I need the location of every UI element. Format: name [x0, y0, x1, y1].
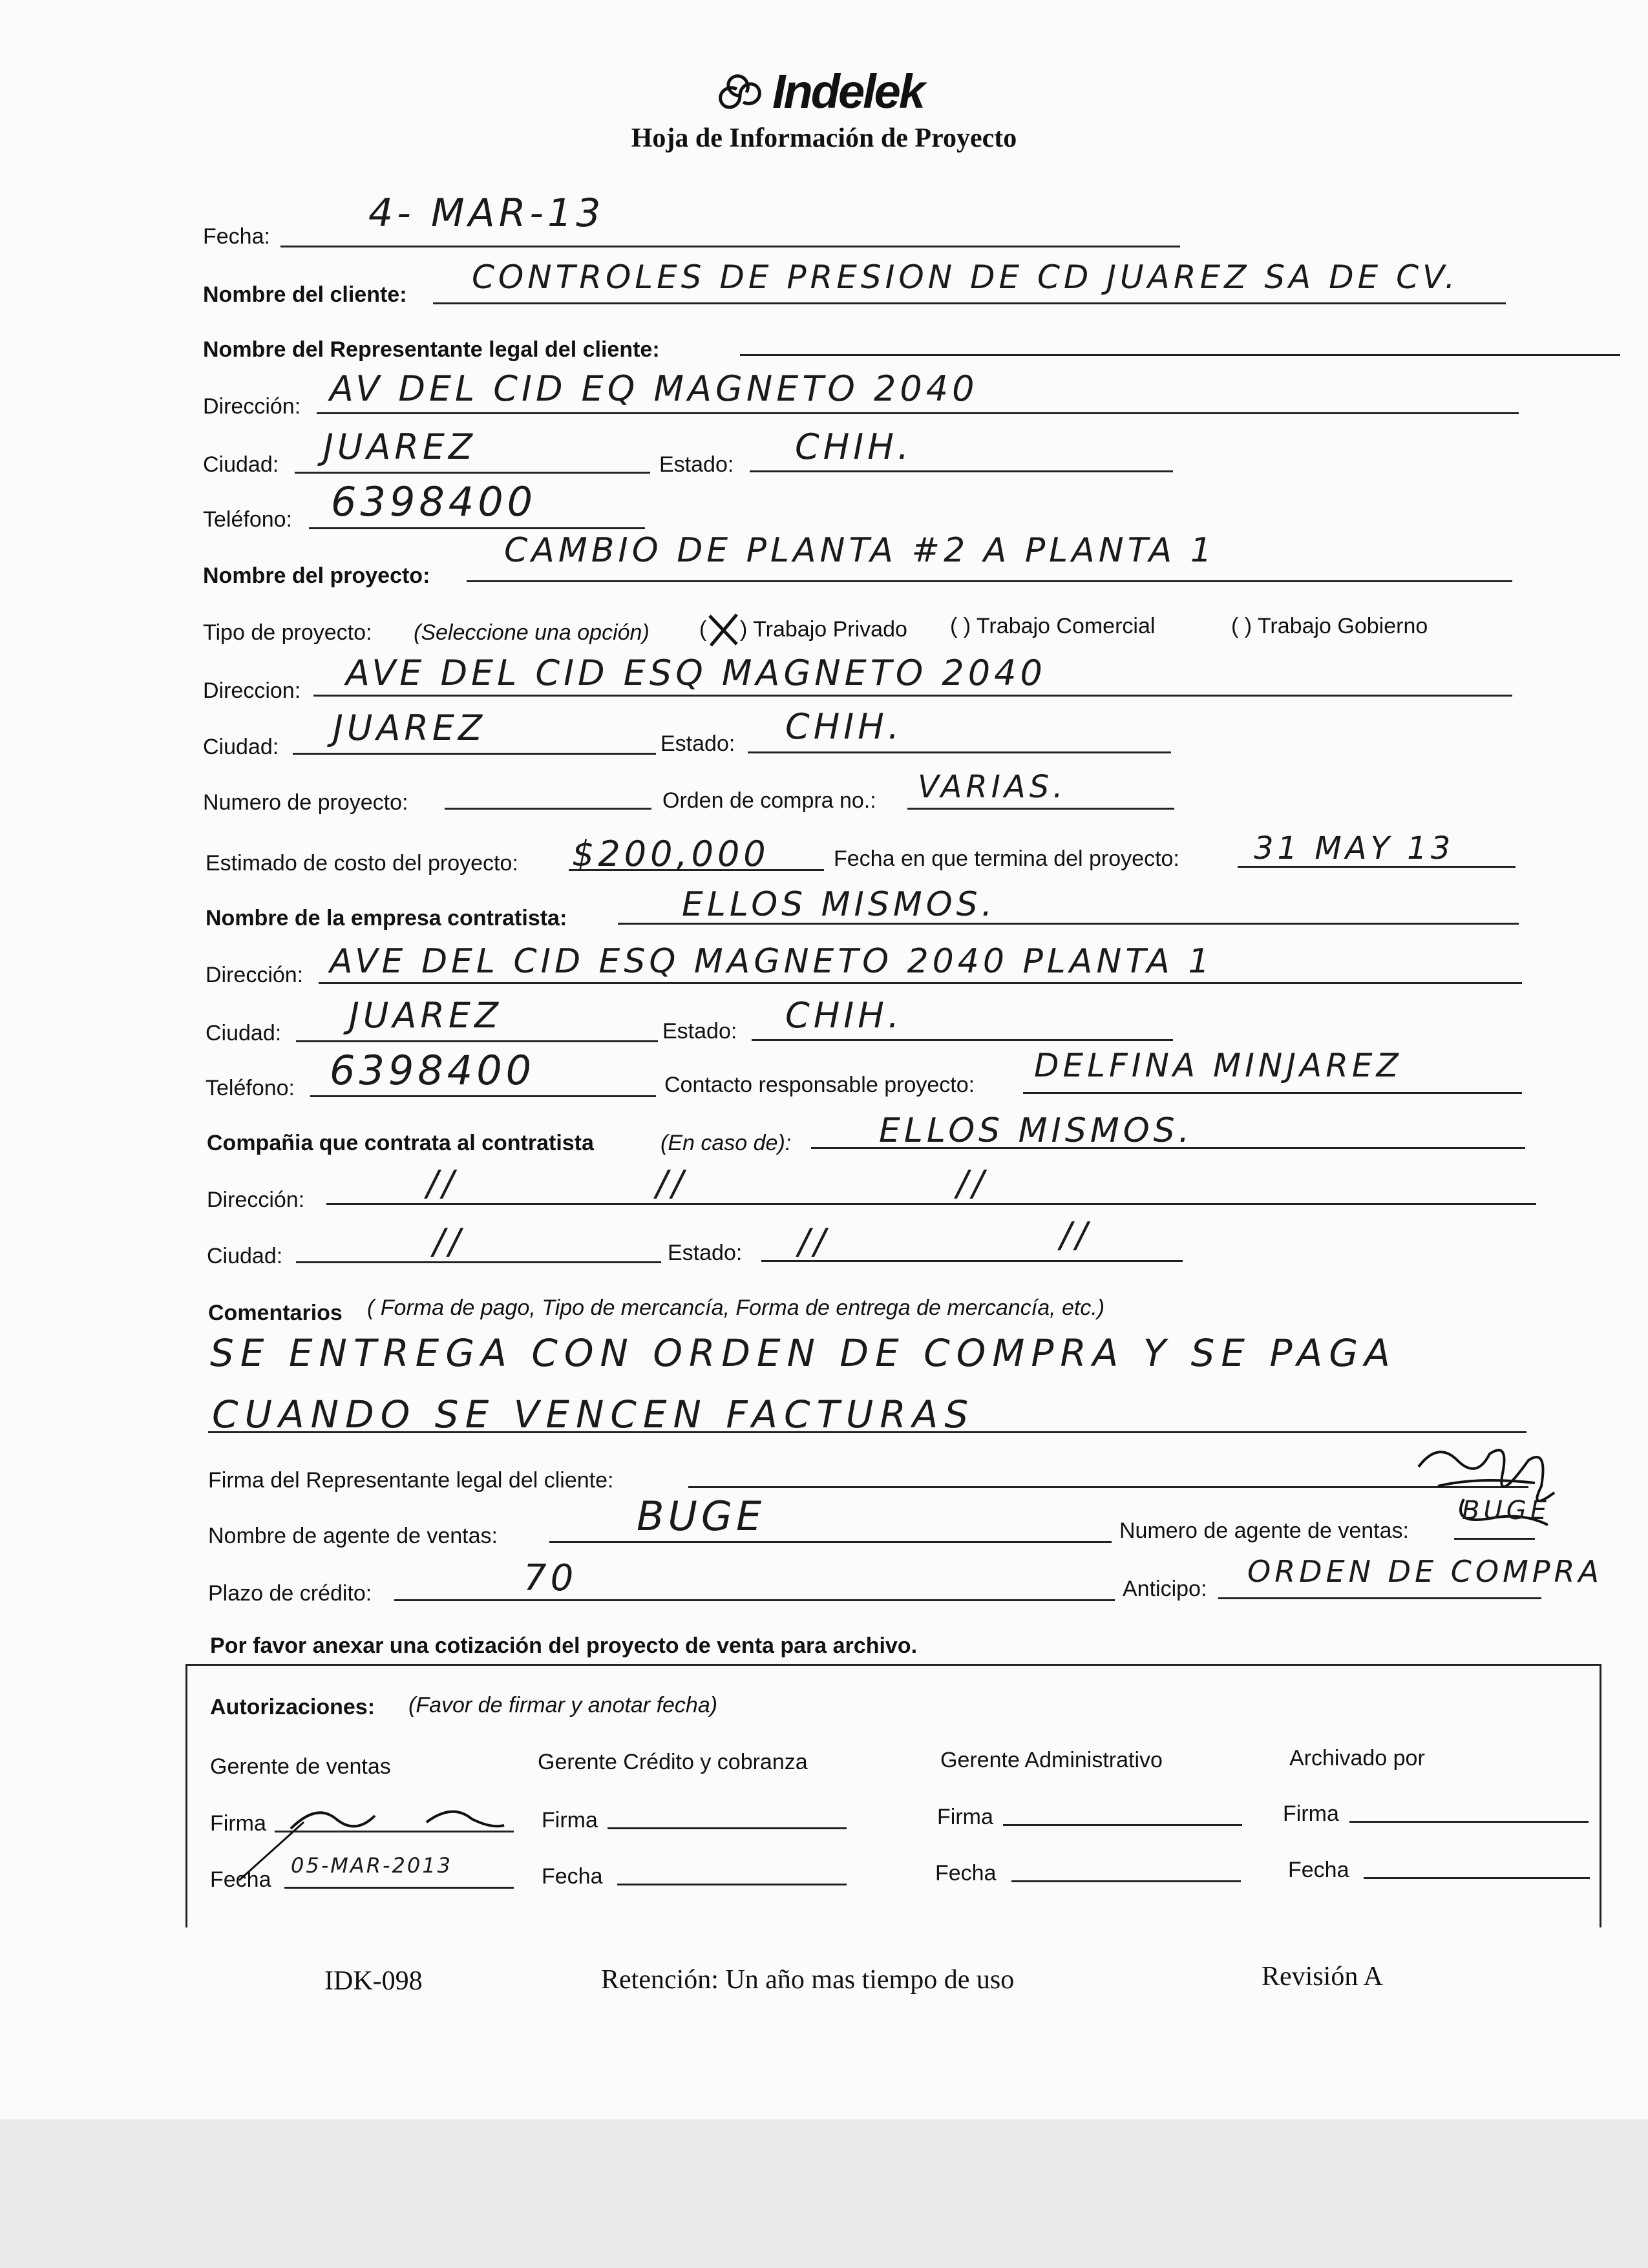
- direccion3-label: Dirección:: [206, 963, 304, 987]
- direccion3-line: [319, 982, 1522, 984]
- agente-value: BUGE: [637, 1493, 766, 1540]
- checkbox-trabajo-privado[interactable]: ) Trabajo Privado: [740, 617, 907, 642]
- revision: Revisión A: [1262, 1962, 1383, 1991]
- telefono3-value: 6398400: [330, 1047, 536, 1094]
- fecha-line-3: [1011, 1880, 1241, 1882]
- estimado-value: $200,000: [572, 834, 770, 874]
- fecha-label-2: Fecha: [542, 1864, 603, 1889]
- estado4-label: Estado:: [668, 1241, 743, 1265]
- ciudad3-label: Ciudad:: [206, 1021, 282, 1045]
- estado2-value: CHIH.: [785, 706, 903, 747]
- compania-label: Compañia que contrata al contratista: [207, 1131, 594, 1155]
- orden-compra-value: VARIAS.: [918, 769, 1067, 805]
- fecha-label: Fecha:: [203, 224, 270, 249]
- contratista-label: Nombre de la empresa contratista:: [206, 906, 567, 930]
- fecha-label-4: Fecha: [1288, 1858, 1349, 1882]
- orden-compra-line: [907, 808, 1174, 810]
- telefono-line: [309, 527, 645, 529]
- firma-label-1: Firma: [210, 1811, 266, 1836]
- x-mark-icon: [704, 611, 743, 649]
- ciudad-line: [295, 472, 650, 474]
- swirl-logo-icon: [711, 67, 769, 125]
- contacto-value: DELFINA MINJAREZ: [1034, 1047, 1402, 1084]
- num-agente-label: Numero de agente de ventas:: [1119, 1518, 1409, 1543]
- firma-line-3: [1003, 1824, 1242, 1826]
- firma-line-4: [1349, 1821, 1589, 1823]
- estado-value: CHIH.: [795, 426, 913, 467]
- ciudad2-label: Ciudad:: [203, 735, 279, 759]
- ditto-mark-4: //: [433, 1221, 465, 1262]
- fecha-line-1: [284, 1887, 514, 1889]
- estado-label: Estado:: [659, 452, 734, 477]
- tipo-hint: (Seleccione una opción): [414, 620, 650, 645]
- plazo-line: [394, 1599, 1115, 1601]
- agente-line: [549, 1541, 1112, 1543]
- ciudad-value: JUAREZ: [323, 426, 477, 467]
- estado-line: [750, 470, 1173, 472]
- proyecto-value: CAMBIO DE PLANTA #2 A PLANTA 1: [504, 531, 1216, 570]
- ciudad4-line: [296, 1261, 661, 1263]
- fecha-label-3: Fecha: [935, 1861, 997, 1885]
- contacto-line: [1023, 1092, 1522, 1094]
- fecha-label-1: Fecha: [210, 1867, 271, 1892]
- comentarios-line-1: SE ENTREGA CON ORDEN DE COMPRA Y SE PAGA: [210, 1331, 1397, 1375]
- col-archivado-por: Archivado por: [1289, 1746, 1425, 1770]
- ditto-mark-2: //: [656, 1163, 688, 1204]
- sales-manager-signature-icon: [278, 1790, 517, 1848]
- telefono3-label: Teléfono:: [206, 1076, 295, 1100]
- fecha-line: [280, 246, 1180, 247]
- comentarios-label: Comentarios: [208, 1301, 343, 1325]
- ditto-mark-3: //: [956, 1163, 988, 1204]
- numero-proyecto-label: Numero de proyecto:: [203, 790, 408, 815]
- anticipo-value: ORDEN DE COMPRA: [1247, 1554, 1603, 1589]
- contacto-label: Contacto responsable proyecto:: [664, 1073, 975, 1097]
- anexar-note: Por favor anexar una cotización del proyecto de venta para archivo.: [210, 1633, 918, 1658]
- proyecto-line: [467, 580, 1512, 582]
- ciudad2-line: [293, 753, 656, 755]
- estado3-line: [752, 1039, 1173, 1041]
- tipo-label: Tipo de proyecto:: [203, 620, 372, 645]
- firma-label-4: Firma: [1283, 1801, 1339, 1826]
- ciudad3-value: JUAREZ: [349, 995, 503, 1036]
- comentarios-line-2: CUANDO SE VENCEN FACTURAS: [212, 1392, 975, 1436]
- col-gerente-credito: Gerente Crédito y cobranza: [538, 1750, 808, 1774]
- direccion3-value: AVE DEL CID ESQ MAGNETO 2040 PLANTA 1: [330, 942, 1214, 981]
- fecha-termina-label: Fecha en que termina del proyecto:: [834, 846, 1179, 871]
- fecha-line-4: [1364, 1877, 1590, 1879]
- checkbox-trabajo-gobierno[interactable]: ( ) Trabajo Gobierno: [1231, 614, 1428, 638]
- autorizaciones-hint: (Favor de firmar y anotar fecha): [408, 1693, 718, 1717]
- direccion4-line: [326, 1203, 1536, 1205]
- contratista-value: ELLOS MISMOS.: [682, 885, 997, 924]
- ciudad3-line: [296, 1040, 658, 1042]
- direccion-value: AV DEL CID EQ MAGNETO 2040: [330, 368, 978, 409]
- ciudad-label: Ciudad:: [203, 452, 279, 477]
- comentarios-hint: ( Forma de pago, Tipo de mercancía, Forma de entrega de mercancía, etc.): [367, 1296, 1105, 1320]
- anticipo-line: [1218, 1597, 1541, 1599]
- direccion4-label: Dirección:: [207, 1188, 305, 1212]
- num-agente-value: BUGE: [1462, 1496, 1550, 1526]
- autorizaciones-title: Autorizaciones:: [210, 1695, 375, 1719]
- form-code: IDK-098: [324, 1966, 423, 1996]
- firma-rep-label: Firma del Representante legal del cliente:: [208, 1468, 614, 1493]
- ciudad2-value: JUAREZ: [333, 708, 487, 748]
- comentarios-rule: [208, 1431, 1527, 1433]
- proyecto-label: Nombre del proyecto:: [203, 563, 430, 588]
- num-agente-line: [1454, 1538, 1535, 1540]
- firma-label-3: Firma: [937, 1805, 993, 1829]
- ciudad4-label: Ciudad:: [207, 1244, 283, 1268]
- compania-hint: (En caso de):: [660, 1131, 792, 1155]
- direccion-line: [317, 412, 1519, 414]
- estado2-line: [748, 751, 1171, 753]
- estado3-label: Estado:: [662, 1019, 737, 1044]
- orden-compra-label: Orden de compra no.:: [662, 788, 876, 813]
- ditto-mark-1: //: [427, 1163, 458, 1204]
- col-gerente-ventas: Gerente de ventas: [210, 1754, 391, 1779]
- cliente-label: Nombre del cliente:: [203, 282, 407, 307]
- logo-text: Indelek: [772, 65, 924, 118]
- cliente-line: [433, 302, 1506, 304]
- compania-value: ELLOS MISMOS.: [879, 1111, 1194, 1150]
- telefono-value: 6398400: [331, 478, 537, 525]
- direccion-label: Dirección:: [203, 394, 301, 419]
- estado3-value: CHIH.: [785, 995, 903, 1036]
- direccion2-line: [313, 695, 1512, 697]
- checkbox-trabajo-comercial[interactable]: ( ) Trabajo Comercial: [950, 614, 1156, 638]
- fecha-line-2: [617, 1884, 847, 1885]
- paren-open-privado: (: [699, 617, 707, 642]
- ditto-mark-6: //: [1060, 1215, 1092, 1255]
- col-gerente-administrativo: Gerente Administrativo: [940, 1748, 1163, 1772]
- fecha-gerente-value: 05-MAR-2013: [291, 1853, 452, 1878]
- fecha-termina-value: 31 MAY 13: [1254, 830, 1455, 866]
- numero-proyecto-line: [445, 808, 651, 810]
- firma-line-2: [607, 1827, 847, 1829]
- indelek-logo: [711, 61, 944, 132]
- retention-note: Retención: Un año mas tiempo de uso: [601, 1965, 1015, 1995]
- direccion2-value: AVE DEL CID ESQ MAGNETO 2040: [346, 653, 1046, 693]
- agente-label: Nombre de agente de ventas:: [208, 1524, 498, 1548]
- fecha-value: 4- MAR-13: [368, 191, 605, 236]
- anticipo-label: Anticipo:: [1123, 1577, 1207, 1601]
- representante-line: [740, 354, 1620, 356]
- cliente-value: CONTROLES DE PRESION DE CD JUAREZ SA DE CV.: [472, 258, 1459, 296]
- firma-label-2: Firma: [542, 1808, 598, 1832]
- direccion2-label: Direccion:: [203, 678, 301, 703]
- estado2-label: Estado:: [660, 731, 735, 756]
- telefono3-line: [310, 1095, 656, 1097]
- ditto-mark-5: //: [798, 1221, 830, 1262]
- telefono-label: Teléfono:: [203, 507, 292, 532]
- plazo-label: Plazo de crédito:: [208, 1581, 372, 1606]
- form-title: Hoja de Información de Proyecto: [631, 123, 1017, 153]
- plazo-value: 70: [523, 1557, 578, 1599]
- estimado-label: Estimado de costo del proyecto:: [206, 851, 518, 876]
- representante-label: Nombre del Representante legal del cliente:: [203, 337, 660, 362]
